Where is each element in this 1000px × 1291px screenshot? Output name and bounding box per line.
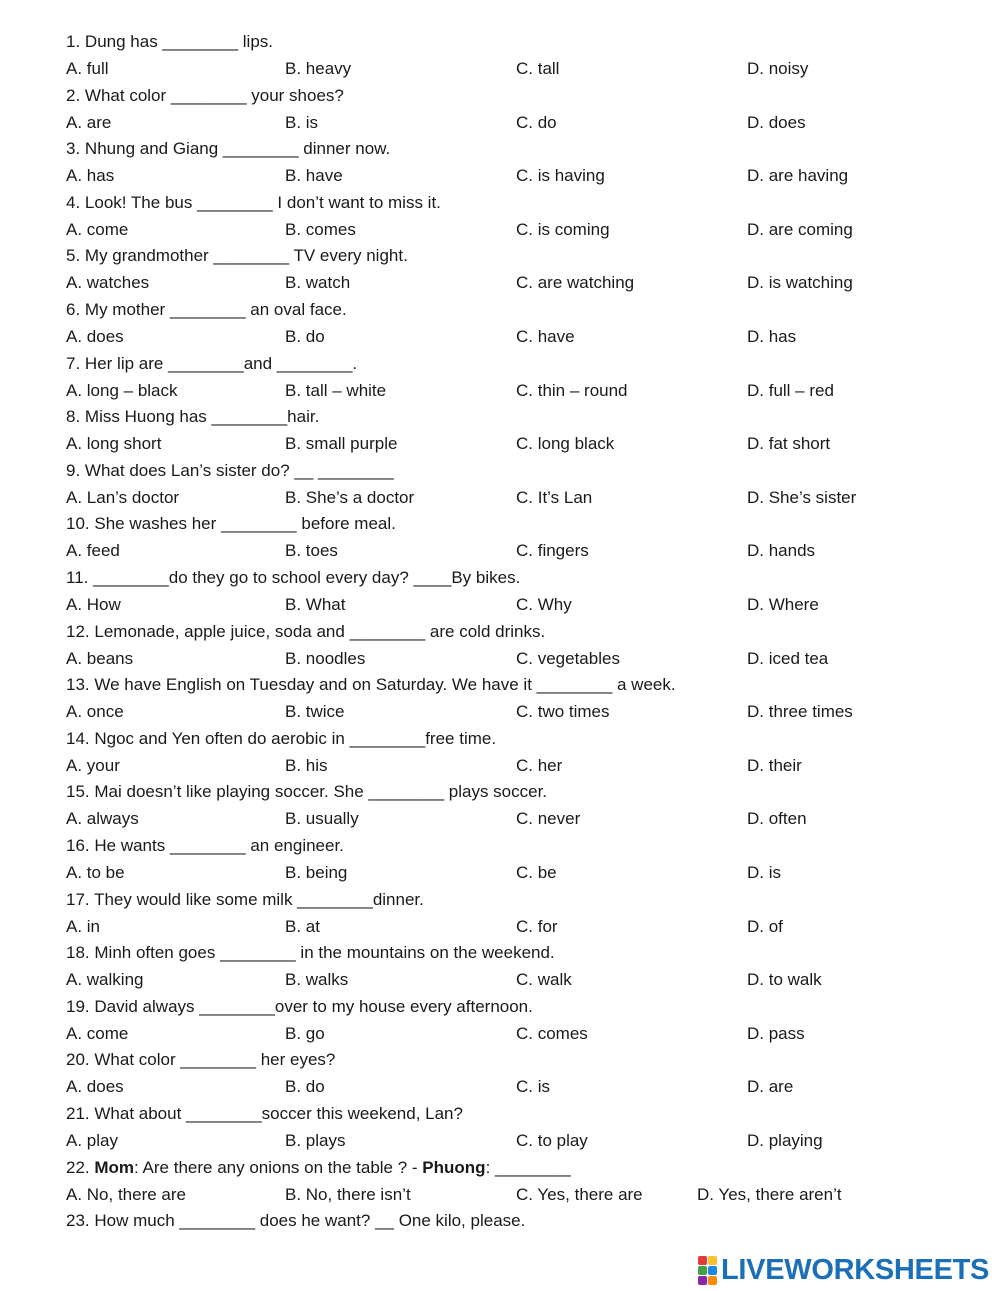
option-d-q19[interactable]: D. pass xyxy=(747,1024,805,1043)
question-number: 10. xyxy=(66,514,90,533)
option-d-q7[interactable]: D. full – red xyxy=(747,381,834,400)
option-d-q9[interactable]: D. She’s sister xyxy=(747,488,857,507)
option-d-q17[interactable]: D. of xyxy=(747,917,783,936)
question-2 xyxy=(66,85,344,107)
option-d-q16[interactable]: D. is xyxy=(747,863,781,882)
option-a-q2[interactable]: A. are xyxy=(66,113,112,132)
option-c-q21[interactable]: C. to play xyxy=(516,1131,588,1150)
question-23 xyxy=(66,1210,525,1232)
question-number: 4. xyxy=(66,193,81,212)
option-a-q1[interactable]: A. full xyxy=(66,59,109,78)
option-d-q5[interactable]: D. is watching xyxy=(747,273,853,292)
option-c-q14[interactable]: C. her xyxy=(516,756,563,775)
option-b-q17[interactable]: B. at xyxy=(285,917,320,936)
option-b-q18[interactable]: B. walks xyxy=(285,970,349,989)
option-a-q16[interactable]: A. to be xyxy=(66,863,125,882)
question-number: 18. xyxy=(66,943,90,962)
question-number: 20. xyxy=(66,1050,90,1069)
question-text: How much ________ does he want? __ One kilo, please. xyxy=(94,1211,526,1230)
speaker-phuong: Phuong xyxy=(422,1158,486,1177)
option-a-q11[interactable]: A. How xyxy=(66,595,121,614)
option-c-q19[interactable]: C. comes xyxy=(516,1024,588,1043)
brand-name: LIVEWORKSHEETS xyxy=(721,1253,990,1286)
option-c-q12[interactable]: C. vegetables xyxy=(516,649,620,668)
question-text: We have English on Tuesday and on Saturday. We have it ________ a week. xyxy=(94,675,676,694)
question-21 xyxy=(66,1103,463,1125)
option-d-q18[interactable]: D. to walk xyxy=(747,970,822,989)
question-4 xyxy=(66,192,441,214)
option-c-q2[interactable]: C. do xyxy=(516,113,557,132)
option-b-q15[interactable]: B. usually xyxy=(285,809,359,828)
question-text: What about ________soccer this weekend, Lan? xyxy=(94,1104,463,1123)
option-a-q12[interactable]: A. beans xyxy=(66,649,134,668)
question-number: 12. xyxy=(66,622,90,641)
option-b-q2[interactable]: B. is xyxy=(285,113,319,132)
option-c-q18[interactable]: C. walk xyxy=(516,970,572,989)
option-b-q13[interactable]: B. twice xyxy=(285,702,345,721)
logo-tile xyxy=(708,1266,717,1275)
option-a-q14[interactable]: A. your xyxy=(66,756,120,775)
option-a-q20[interactable]: A. does xyxy=(66,1077,124,1096)
question-text: Minh often goes ________ in the mountains on the weekend. xyxy=(94,943,555,962)
option-c-q15[interactable]: C. never xyxy=(516,809,581,828)
question-number: 17. xyxy=(66,890,90,909)
option-d-q8[interactable]: D. fat short xyxy=(747,434,831,453)
question-text: What does Lan’s sister do? __ ________ xyxy=(84,461,394,480)
question-text: My grandmother ________ TV every night. xyxy=(84,246,408,265)
question-17 xyxy=(66,889,424,911)
option-c-q3[interactable]: C. is having xyxy=(516,166,605,185)
question-18 xyxy=(66,942,555,964)
question-number: 3. xyxy=(66,139,81,158)
question-text: Look! The bus ________ I don’t want to miss it. xyxy=(84,193,441,212)
option-d-q13[interactable]: D. three times xyxy=(747,702,853,721)
option-c-q10[interactable]: C. fingers xyxy=(516,541,589,560)
logo-tile xyxy=(698,1266,707,1275)
question-text: ________do they go to school every day? ____By bikes. xyxy=(93,568,521,587)
option-a-q6[interactable]: A. does xyxy=(66,327,124,346)
question-text: He wants ________ an engineer. xyxy=(94,836,344,855)
question-text: What color ________ your shoes? xyxy=(84,86,344,105)
option-a-q15[interactable]: A. always xyxy=(66,809,139,828)
logo-tile xyxy=(708,1276,717,1285)
question-text: Her lip are ________and ________. xyxy=(84,354,358,373)
question-20 xyxy=(66,1049,335,1071)
option-c-q13[interactable]: C. two times xyxy=(516,702,610,721)
question-10 xyxy=(66,513,396,535)
option-b-q5[interactable]: B. watch xyxy=(285,273,351,292)
option-a-q4[interactable]: A. come xyxy=(66,220,129,239)
question-text: They would like some milk ________dinner. xyxy=(94,890,424,909)
question-12 xyxy=(66,621,545,643)
option-c-q9[interactable]: C. It’s Lan xyxy=(516,488,593,507)
option-b-q1[interactable]: B. heavy xyxy=(285,59,352,78)
option-d-q10[interactable]: D. hands xyxy=(747,541,816,560)
speaker-mom: Mom xyxy=(94,1158,135,1177)
option-d-q4[interactable]: D. are coming xyxy=(747,220,853,239)
option-a-q19[interactable]: A. come xyxy=(66,1024,129,1043)
question-16 xyxy=(66,835,344,857)
question-22 xyxy=(66,1157,571,1179)
question-19 xyxy=(66,996,533,1018)
option-d-q15[interactable]: D. often xyxy=(747,809,807,828)
question-number: 6. xyxy=(66,300,81,319)
question-number: 13. xyxy=(66,675,90,694)
option-b-q21[interactable]: B. plays xyxy=(285,1131,346,1150)
option-b-q10[interactable]: B. toes xyxy=(285,541,338,560)
option-d-q1[interactable]: D. noisy xyxy=(747,59,809,78)
option-b-q8[interactable]: B. small purple xyxy=(285,434,398,453)
option-c-q4[interactable]: C. is coming xyxy=(516,220,610,239)
option-d-q21[interactable]: D. playing xyxy=(747,1131,823,1150)
liveworksheets-logo-icon xyxy=(698,1256,717,1285)
option-c-q8[interactable]: C. long black xyxy=(516,434,615,453)
question-text: Lemonade, apple juice, soda and ________ are cold drinks. xyxy=(94,622,546,641)
option-b-q6[interactable]: B. do xyxy=(285,327,325,346)
option-d-q22[interactable]: D. Yes, there aren’t xyxy=(697,1185,842,1204)
question-text: Nhung and Giang ________ dinner now. xyxy=(84,139,391,158)
answer-blank: : ________ xyxy=(485,1158,571,1177)
option-a-q21[interactable]: A. play xyxy=(66,1131,118,1150)
question-14 xyxy=(66,728,496,750)
option-a-q17[interactable]: A. in xyxy=(66,917,101,936)
question-13 xyxy=(66,674,676,696)
question-7 xyxy=(66,353,357,375)
question-5 xyxy=(66,245,408,267)
option-a-q13[interactable]: A. once xyxy=(66,702,124,721)
logo-tile xyxy=(698,1276,707,1285)
question-text: Ngoc and Yen often do aerobic in ________free time. xyxy=(94,729,497,748)
question-6 xyxy=(66,299,347,321)
question-11 xyxy=(66,567,520,589)
option-a-q5[interactable]: A. watches xyxy=(66,273,150,292)
question-number: 14. xyxy=(66,729,90,748)
option-a-q7[interactable]: A. long – black xyxy=(66,381,178,400)
question-number: 7. xyxy=(66,354,81,373)
option-d-q12[interactable]: D. iced tea xyxy=(747,649,829,668)
question-number: 11. xyxy=(66,568,89,587)
question-number: 15. xyxy=(66,782,90,801)
option-a-q22[interactable]: A. No, there are xyxy=(66,1185,187,1204)
question-text: : Are there any onions on the table ? - xyxy=(134,1158,423,1177)
option-a-q10[interactable]: A. feed xyxy=(66,541,120,560)
logo-tile xyxy=(698,1256,707,1265)
question-text: She washes her ________ before meal. xyxy=(94,514,396,533)
option-b-q19[interactable]: B. go xyxy=(285,1024,325,1043)
question-text: David always ________over to my house every afternoon. xyxy=(94,997,533,1016)
question-3 xyxy=(66,138,390,160)
option-d-q20[interactable]: D. are xyxy=(747,1077,794,1096)
question-number: 21. xyxy=(66,1104,90,1123)
question-number: 19. xyxy=(66,997,90,1016)
option-b-q22[interactable]: B. No, there isn’t xyxy=(285,1185,411,1204)
option-a-q8[interactable]: A. long short xyxy=(66,434,162,453)
option-c-q16[interactable]: C. be xyxy=(516,863,557,882)
option-b-q7[interactable]: B. tall – white xyxy=(285,381,387,400)
option-d-q3[interactable]: D. are having xyxy=(747,166,849,185)
option-b-q4[interactable]: B. comes xyxy=(285,220,356,239)
question-text: Mai doesn’t like playing soccer. She ________ plays soccer. xyxy=(94,782,548,801)
question-number: 22. xyxy=(66,1158,90,1177)
option-b-q16[interactable]: B. being xyxy=(285,863,348,882)
question-text: Miss Huong has ________hair. xyxy=(84,407,320,426)
question-number: 16. xyxy=(66,836,90,855)
question-1 xyxy=(66,31,273,53)
question-number: 2. xyxy=(66,86,81,105)
question-number: 1. xyxy=(66,32,81,51)
option-a-q18[interactable]: A. walking xyxy=(66,970,144,989)
option-b-q3[interactable]: B. have xyxy=(285,166,343,185)
question-number: 9. xyxy=(66,461,81,480)
question-15 xyxy=(66,781,547,803)
question-text: Dung has ________ lips. xyxy=(84,32,274,51)
option-b-q11[interactable]: B. What xyxy=(285,595,346,614)
option-c-q7[interactable]: C. thin – round xyxy=(516,381,628,400)
option-c-q1[interactable]: C. tall xyxy=(516,59,560,78)
question-number: 8. xyxy=(66,407,81,426)
option-c-q20[interactable]: C. is xyxy=(516,1077,550,1096)
option-c-q11[interactable]: C. Why xyxy=(516,595,572,614)
logo-tile xyxy=(708,1256,717,1265)
option-b-q20[interactable]: B. do xyxy=(285,1077,325,1096)
option-b-q14[interactable]: B. his xyxy=(285,756,328,775)
option-c-q17[interactable]: C. for xyxy=(516,917,558,936)
option-b-q9[interactable]: B. She’s a doctor xyxy=(285,488,415,507)
question-text: My mother ________ an oval face. xyxy=(84,300,347,319)
question-text: What color ________ her eyes? xyxy=(94,1050,336,1069)
option-c-q5[interactable]: C. are watching xyxy=(516,273,635,292)
liveworksheets-brand[interactable] xyxy=(698,1252,989,1288)
option-c-q22[interactable]: C. Yes, there are xyxy=(516,1185,643,1204)
question-8 xyxy=(66,406,319,428)
option-a-q9[interactable]: A. Lan’s doctor xyxy=(66,488,180,507)
option-c-q6[interactable]: C. have xyxy=(516,327,575,346)
question-number: 23. xyxy=(66,1211,90,1230)
option-d-q2[interactable]: D. does xyxy=(747,113,806,132)
option-d-q6[interactable]: D. has xyxy=(747,327,797,346)
question-9 xyxy=(66,460,394,482)
option-d-q14[interactable]: D. their xyxy=(747,756,802,775)
option-a-q3[interactable]: A. has xyxy=(66,166,115,185)
option-d-q11[interactable]: D. Where xyxy=(747,595,819,614)
question-number: 5. xyxy=(66,246,81,265)
option-b-q12[interactable]: B. noodles xyxy=(285,649,366,668)
